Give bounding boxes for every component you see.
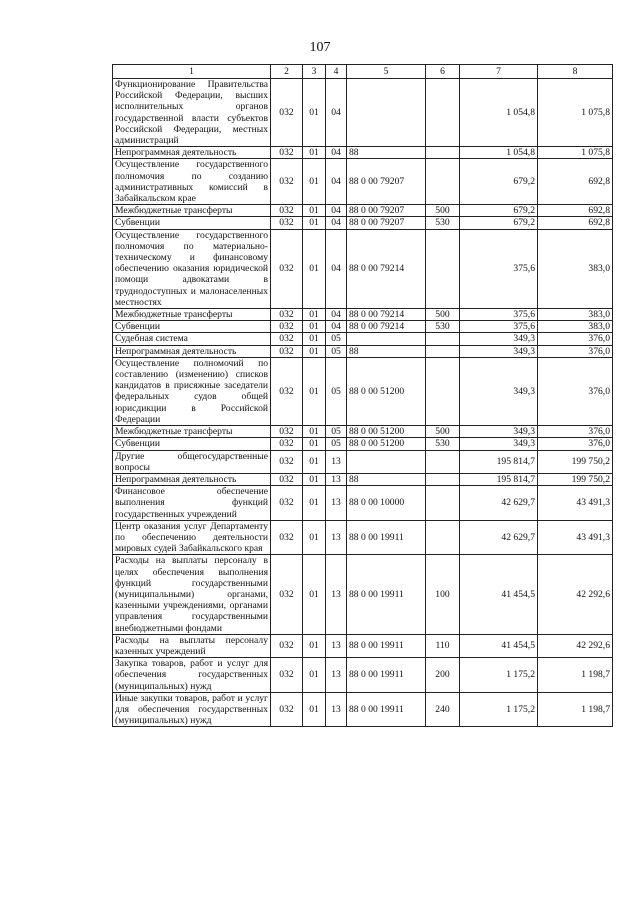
ministry-code: 032 bbox=[271, 357, 303, 425]
expense-type-code: 110 bbox=[426, 634, 460, 657]
subsection-code: 13 bbox=[326, 486, 347, 521]
section-code: 01 bbox=[303, 321, 326, 333]
subsection-code: 04 bbox=[326, 217, 347, 229]
row-name: Межбюджетные трансферты bbox=[113, 205, 271, 217]
ministry-code: 032 bbox=[271, 438, 303, 450]
amount-year-1: 375,6 bbox=[460, 309, 538, 321]
target-article-code bbox=[347, 450, 426, 473]
expense-type-code bbox=[426, 147, 460, 159]
target-article-code: 88 0 00 79207 bbox=[347, 217, 426, 229]
expense-type-code bbox=[426, 357, 460, 425]
subsection-code: 13 bbox=[326, 555, 347, 634]
row-name: Расходы на выплаты персоналу казенных учреждений bbox=[113, 634, 271, 657]
amount-year-2: 383,0 bbox=[538, 229, 613, 308]
header-cell: 1 bbox=[113, 65, 271, 79]
table-row bbox=[113, 333, 613, 345]
expense-type-code: 530 bbox=[426, 321, 460, 333]
target-article-code: 88 0 00 79214 bbox=[347, 321, 426, 333]
expense-type-code: 500 bbox=[426, 309, 460, 321]
ministry-code: 032 bbox=[271, 309, 303, 321]
amount-year-1: 42 629,7 bbox=[460, 486, 538, 521]
section-code: 01 bbox=[303, 205, 326, 217]
section-code: 01 bbox=[303, 345, 326, 357]
target-article-code bbox=[347, 333, 426, 345]
amount-year-1: 375,6 bbox=[460, 321, 538, 333]
table-row bbox=[113, 555, 613, 634]
section-code: 01 bbox=[303, 159, 326, 205]
ministry-code: 032 bbox=[271, 473, 303, 485]
ministry-code: 032 bbox=[271, 205, 303, 217]
amount-year-2: 1 075,8 bbox=[538, 79, 613, 147]
table-row bbox=[113, 426, 613, 438]
expense-type-code: 200 bbox=[426, 658, 460, 693]
subsection-code: 04 bbox=[326, 229, 347, 308]
subsection-code: 13 bbox=[326, 520, 347, 555]
ministry-code: 032 bbox=[271, 555, 303, 634]
amount-year-2: 43 491,3 bbox=[538, 486, 613, 521]
row-name: Иные закупки товаров, работ и услуг для обеспечения государственных (муниципальных) нужд bbox=[113, 692, 271, 727]
subsection-code: 05 bbox=[326, 333, 347, 345]
table-row bbox=[113, 634, 613, 657]
section-code: 01 bbox=[303, 229, 326, 308]
table-row bbox=[113, 147, 613, 159]
table-row bbox=[113, 357, 613, 425]
amount-year-2: 43 491,3 bbox=[538, 520, 613, 555]
expense-type-code: 500 bbox=[426, 426, 460, 438]
table-row bbox=[113, 438, 613, 450]
row-name: Осуществление государственного полномочия по материально-техническому и финансовому обеспечению оказания юридической помощи адвокатами в труднодоступных и малонаселенных местностях bbox=[113, 229, 271, 308]
section-code: 01 bbox=[303, 486, 326, 521]
section-code: 01 bbox=[303, 634, 326, 657]
subsection-code: 13 bbox=[326, 658, 347, 693]
amount-year-2: 376,0 bbox=[538, 426, 613, 438]
table-row bbox=[113, 473, 613, 485]
row-name: Межбюджетные трансферты bbox=[113, 309, 271, 321]
table-row bbox=[113, 486, 613, 521]
table-row bbox=[113, 520, 613, 555]
header-cell: 7 bbox=[460, 65, 538, 79]
table-row bbox=[113, 345, 613, 357]
expense-type-code bbox=[426, 333, 460, 345]
target-article-code: 88 0 00 51200 bbox=[347, 438, 426, 450]
table-row bbox=[113, 692, 613, 727]
amount-year-2: 383,0 bbox=[538, 309, 613, 321]
expense-type-code bbox=[426, 229, 460, 308]
target-article-code: 88 0 00 19911 bbox=[347, 520, 426, 555]
section-code: 01 bbox=[303, 555, 326, 634]
amount-year-2: 376,0 bbox=[538, 357, 613, 425]
target-article-code: 88 0 00 79207 bbox=[347, 159, 426, 205]
ministry-code: 032 bbox=[271, 217, 303, 229]
amount-year-1: 349,3 bbox=[460, 345, 538, 357]
header-cell: 2 bbox=[271, 65, 303, 79]
table-header-row bbox=[113, 65, 613, 79]
subsection-code: 04 bbox=[326, 321, 347, 333]
amount-year-2: 383,0 bbox=[538, 321, 613, 333]
ministry-code: 032 bbox=[271, 321, 303, 333]
row-name: Осуществление государственного полномочия по созданию административных комиссий в Забайкальском крае bbox=[113, 159, 271, 205]
section-code: 01 bbox=[303, 147, 326, 159]
amount-year-2: 199 750,2 bbox=[538, 473, 613, 485]
subsection-code: 05 bbox=[326, 426, 347, 438]
subsection-code: 13 bbox=[326, 450, 347, 473]
amount-year-2: 1 198,7 bbox=[538, 692, 613, 727]
row-name: Непрограммная деятельность bbox=[113, 147, 271, 159]
table-row bbox=[113, 217, 613, 229]
row-name: Центр оказания услуг Департаменту по обеспечению деятельности мировых судей Забайкальского края bbox=[113, 520, 271, 555]
expense-type-code: 530 bbox=[426, 438, 460, 450]
subsection-code: 13 bbox=[326, 473, 347, 485]
ministry-code: 032 bbox=[271, 333, 303, 345]
amount-year-1: 42 629,7 bbox=[460, 520, 538, 555]
amount-year-1: 679,2 bbox=[460, 159, 538, 205]
table-row bbox=[113, 658, 613, 693]
amount-year-1: 195 814,7 bbox=[460, 450, 538, 473]
expense-type-code bbox=[426, 159, 460, 205]
table-row bbox=[113, 450, 613, 473]
target-article-code: 88 0 00 10000 bbox=[347, 486, 426, 521]
header-cell: 6 bbox=[426, 65, 460, 79]
expense-type-code bbox=[426, 79, 460, 147]
amount-year-1: 349,3 bbox=[460, 333, 538, 345]
row-name: Закупка товаров, работ и услуг для обеспечения государственных (муниципальных) нужд bbox=[113, 658, 271, 693]
ministry-code: 032 bbox=[271, 658, 303, 693]
row-name: Субвенции bbox=[113, 217, 271, 229]
amount-year-1: 41 454,5 bbox=[460, 634, 538, 657]
amount-year-2: 42 292,6 bbox=[538, 634, 613, 657]
amount-year-1: 1 054,8 bbox=[460, 147, 538, 159]
ministry-code: 032 bbox=[271, 450, 303, 473]
ministry-code: 032 bbox=[271, 229, 303, 308]
ministry-code: 032 bbox=[271, 79, 303, 147]
row-name: Финансовое обеспечение выполнения функций государственных учреждений bbox=[113, 486, 271, 521]
section-code: 01 bbox=[303, 658, 326, 693]
section-code: 01 bbox=[303, 438, 326, 450]
ministry-code: 032 bbox=[271, 426, 303, 438]
amount-year-1: 349,3 bbox=[460, 426, 538, 438]
section-code: 01 bbox=[303, 692, 326, 727]
amount-year-1: 349,3 bbox=[460, 357, 538, 425]
expense-type-code bbox=[426, 473, 460, 485]
amount-year-1: 195 814,7 bbox=[460, 473, 538, 485]
table-row bbox=[113, 309, 613, 321]
amount-year-2: 376,0 bbox=[538, 345, 613, 357]
subsection-code: 04 bbox=[326, 309, 347, 321]
amount-year-2: 376,0 bbox=[538, 333, 613, 345]
row-name: Осуществление полномочий по составлению (изменению) списков кандидатов в присяжные заседатели федеральных судов общей юрисдикции в Российской Федерации bbox=[113, 357, 271, 425]
subsection-code: 05 bbox=[326, 438, 347, 450]
section-code: 01 bbox=[303, 450, 326, 473]
section-code: 01 bbox=[303, 520, 326, 555]
amount-year-2: 692,8 bbox=[538, 205, 613, 217]
amount-year-1: 375,6 bbox=[460, 229, 538, 308]
expense-type-code: 530 bbox=[426, 217, 460, 229]
header-cell: 5 bbox=[347, 65, 426, 79]
amount-year-2: 1 198,7 bbox=[538, 658, 613, 693]
subsection-code: 04 bbox=[326, 147, 347, 159]
row-name: Субвенции bbox=[113, 321, 271, 333]
ministry-code: 032 bbox=[271, 520, 303, 555]
row-name: Расходы на выплаты персоналу в целях обеспечения выполнения функций государственными (муниципальными) органами, казенными учреждениями, органами управления государственными внебюджетными фондами bbox=[113, 555, 271, 634]
target-article-code: 88 0 00 19911 bbox=[347, 658, 426, 693]
amount-year-1: 1 054,8 bbox=[460, 79, 538, 147]
expense-type-code bbox=[426, 486, 460, 521]
header-cell: 8 bbox=[538, 65, 613, 79]
section-code: 01 bbox=[303, 426, 326, 438]
amount-year-2: 692,8 bbox=[538, 159, 613, 205]
table-row bbox=[113, 229, 613, 308]
row-name: Межбюджетные трансферты bbox=[113, 426, 271, 438]
target-article-code: 88 0 00 19911 bbox=[347, 692, 426, 727]
subsection-code: 04 bbox=[326, 205, 347, 217]
target-article-code: 88 0 00 79214 bbox=[347, 309, 426, 321]
ministry-code: 032 bbox=[271, 692, 303, 727]
ministry-code: 032 bbox=[271, 345, 303, 357]
ministry-code: 032 bbox=[271, 634, 303, 657]
section-code: 01 bbox=[303, 79, 326, 147]
subsection-code: 05 bbox=[326, 357, 347, 425]
target-article-code: 88 0 00 19911 bbox=[347, 634, 426, 657]
row-name: Непрограммная деятельность bbox=[113, 473, 271, 485]
ministry-code: 032 bbox=[271, 159, 303, 205]
table-row bbox=[113, 321, 613, 333]
amount-year-1: 41 454,5 bbox=[460, 555, 538, 634]
amount-year-2: 1 075,8 bbox=[538, 147, 613, 159]
amount-year-2: 42 292,6 bbox=[538, 555, 613, 634]
row-name: Непрограммная деятельность bbox=[113, 345, 271, 357]
amount-year-1: 679,2 bbox=[460, 217, 538, 229]
page-number: 107 bbox=[309, 40, 331, 55]
amount-year-2: 376,0 bbox=[538, 438, 613, 450]
target-article-code: 88 0 00 79207 bbox=[347, 205, 426, 217]
target-article-code: 88 bbox=[347, 147, 426, 159]
amount-year-1: 1 175,2 bbox=[460, 658, 538, 693]
section-code: 01 bbox=[303, 333, 326, 345]
table-row bbox=[113, 205, 613, 217]
section-code: 01 bbox=[303, 357, 326, 425]
subsection-code: 04 bbox=[326, 159, 347, 205]
expense-type-code: 240 bbox=[426, 692, 460, 727]
target-article-code: 88 bbox=[347, 345, 426, 357]
amount-year-2: 199 750,2 bbox=[538, 450, 613, 473]
section-code: 01 bbox=[303, 309, 326, 321]
row-name: Субвенции bbox=[113, 438, 271, 450]
amount-year-1: 1 175,2 bbox=[460, 692, 538, 727]
header-cell: 4 bbox=[326, 65, 347, 79]
target-article-code: 88 0 00 19911 bbox=[347, 555, 426, 634]
ministry-code: 032 bbox=[271, 147, 303, 159]
row-name: Функционирование Правительства Российской Федерации, высших исполнительных органов государственной власти субъектов Российской Федерации, местных администраций bbox=[113, 79, 271, 147]
header-cell: 3 bbox=[303, 65, 326, 79]
target-article-code: 88 0 00 79214 bbox=[347, 229, 426, 308]
subsection-code: 13 bbox=[326, 692, 347, 727]
expense-type-code bbox=[426, 450, 460, 473]
row-name: Другие общегосударственные вопросы bbox=[113, 450, 271, 473]
expense-type-code bbox=[426, 520, 460, 555]
target-article-code: 88 0 00 51200 bbox=[347, 357, 426, 425]
section-code: 01 bbox=[303, 217, 326, 229]
row-name: Судебная система bbox=[113, 333, 271, 345]
amount-year-1: 349,3 bbox=[460, 438, 538, 450]
expense-type-code: 100 bbox=[426, 555, 460, 634]
subsection-code: 13 bbox=[326, 634, 347, 657]
ministry-code: 032 bbox=[271, 486, 303, 521]
amount-year-2: 692,8 bbox=[538, 217, 613, 229]
section-code: 01 bbox=[303, 473, 326, 485]
table-row bbox=[113, 159, 613, 205]
target-article-code bbox=[347, 79, 426, 147]
subsection-code: 05 bbox=[326, 345, 347, 357]
subsection-code: 04 bbox=[326, 79, 347, 147]
target-article-code: 88 bbox=[347, 473, 426, 485]
amount-year-1: 679,2 bbox=[460, 205, 538, 217]
budget-table bbox=[112, 64, 613, 727]
expense-type-code: 500 bbox=[426, 205, 460, 217]
expense-type-code bbox=[426, 345, 460, 357]
table-row bbox=[113, 79, 613, 147]
target-article-code: 88 0 00 51200 bbox=[347, 426, 426, 438]
